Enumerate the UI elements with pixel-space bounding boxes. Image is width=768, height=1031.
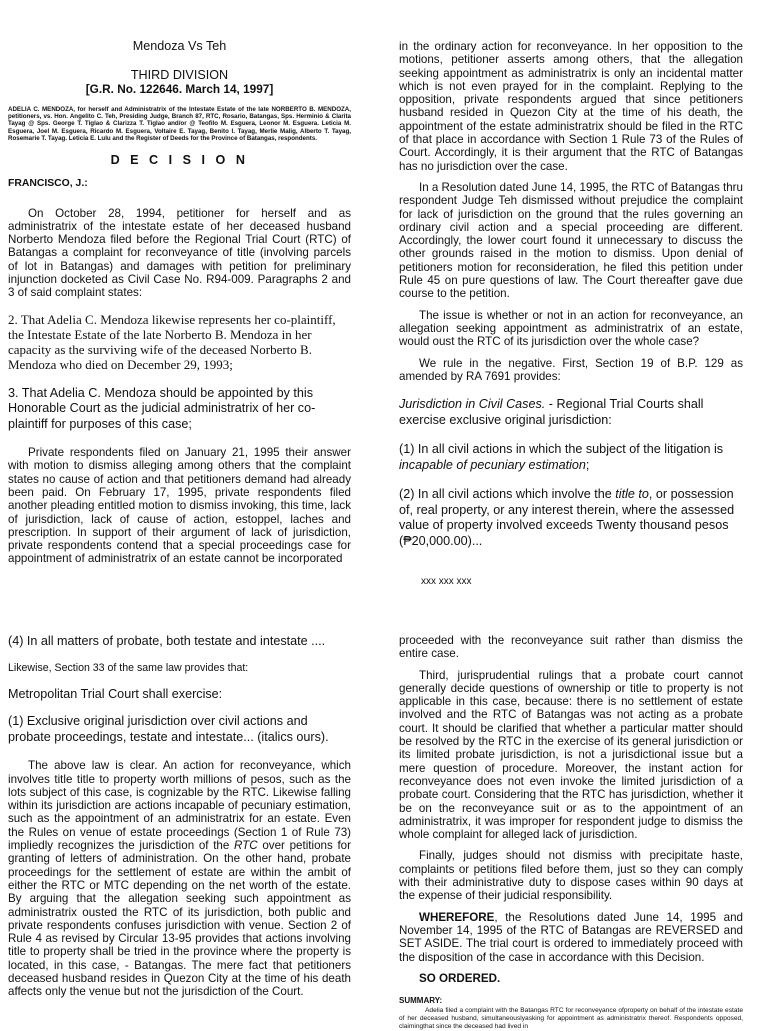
- statute-quote-4: (4) In all matters of probate, both testate and intestate ....: [8, 634, 326, 648]
- statute-quote-1: [399, 442, 743, 473]
- so-ordered: SO ORDERED.: [419, 971, 501, 985]
- summary-label: SUMMARY:: [399, 996, 443, 1006]
- omission-marker: xxx xxx xxx: [421, 576, 472, 588]
- summary-text: Adelia filed a complaint with the Batangas RTC for reconveyance ofproperty on behalf of the intestate estate of her deceased husband, simultaneouslyasking for appointment as administratrix thereof. Respondents opposed, claimingthat since the deceased had lived in: [399, 1007, 743, 1031]
- paragraph: On October 28, 1994, petitioner for herself and as administratrix of the intestate estate of her deceased husband Norberto Mendoza filed before the Regional Trial Court (RTC) of Batangas a complaint for reconveyance of title (involving parcels of lot in Batangas) and damages with petition for preliminary injunction docketed as Civil Case No. R94-009. Paragraphs 2 and 3 of said complaint states:: [8, 206, 351, 300]
- statute-quote-text: , or possession of, real property, or any interest therein, where the assessed value of property involved exceeds Twenty thousand pesos (₱20,000.00)...: [399, 487, 735, 548]
- statute-quote-heading: [399, 397, 743, 428]
- dispositive-paragraph: [399, 911, 743, 964]
- page2-right-column: [399, 634, 743, 1030]
- complaint-quote-3: 3. That Adelia C. Mendoza should be appointed by this Honorable Court as the judicial administratrix of her co-plaintiff for purposes of this case;: [8, 385, 316, 431]
- paragraph: in the ordinary action for reconveyance. In her opposition to the motions, petitioner asserts among others, that the allegation seeking appointment as administratrix is only an incidental matter which is not even prayed for in the complaint. Replying to the opposition, private respondents argued that since petitioners husband resided in Quezon City at the time of his death, the appointment of the estate administratrix should be filed in the RTC of that place in accordance with Section 1 Rule 73 of the Rules of Court. Accordingly, it is their argument that the RTC of Batangas has no jurisdiction over the case.: [399, 40, 743, 173]
- ponente: FRANCISCO, J.:: [8, 178, 88, 190]
- gr-number: [G.R. No. 122646. March 14, 1997]: [85, 81, 274, 96]
- statute-quote-italic: title to: [615, 487, 649, 502]
- paragraph: Finally, judges should not dismiss with precipitate haste, complaints or petitions filed before them, just so they can comply with their administrative duty to dispose cases within 90 days at the expense of their judicial responsibility.: [399, 849, 743, 903]
- statute-quote-5: Metropolitan Trial Court shall exercise:: [8, 686, 223, 701]
- statute-quote-text: (2) In all civil actions which involve the: [399, 487, 616, 502]
- page1-left-column: [8, 40, 351, 580]
- statute-quote-2: [399, 487, 743, 549]
- paragraph: The issue is whether or not in an action for reconveyance, an allegation seeking appointment as administratrix of an estate, would oust the RTC of its jurisdiction over the whole case?: [399, 308, 743, 349]
- wherefore-label: WHEREFORE: [419, 910, 495, 924]
- paragraph: Likewise, Section 33 of the same law provides that:: [8, 661, 249, 674]
- paragraph-text: over petitions for granting of letters of administration. On the other hand, probate proceedings for the settlement of estate are within the ambit of either the RTC or MTC depending on the net worth of the estate. By arguing that the allegation seeking such appointment as administratrix ousted the RTC of its jurisdiction, both public and private respondents confuses jurisdiction with venue. Section 2 of Rule 4 as revised by Circular 13-95 provides that actions involving title to property shall be tried in the province where the property is located, in this case, - Batangas. The mere fact that petitioners deceased husband resides in Quezon City at the time of his death affects only the venue but not the jurisdiction of the Court.: [8, 839, 351, 999]
- paragraph: Third, jurisprudential rulings that a probate court cannot generally decide questions of ownership or title to property is not applicable in this case, because: there is no settlement of estate involved and the RTC of Batangas was not acting as a probate court. It should be clarified that whether a particular matter should be resolved by the RTC in the exercise of its general jurisdiction or its limited probate jurisdiction, is not a jurisdictional issue but a mere question of procedure. Moreover, the instant action for reconveyance does not even invoke the limited jurisdiction of a probate court. Considering that the RTC has jurisdiction, whether it be on the reconveyance suit or as to the appointment of an administratrix, it was improper for respondent judge to dismiss the whole complaint for alleged lack of jurisdiction.: [399, 668, 743, 842]
- division-heading: THIRD DIVISION: [130, 68, 229, 83]
- statute-quote-6: (1) Exclusive original jurisdiction over civil actions and probate proceedings, testate and intestate... (italics ours).: [8, 714, 329, 744]
- statute-quote-italic: Jurisdiction in Civil Cases.: [399, 397, 546, 412]
- paragraph: Private respondents filed on January 21, 1995 their answer with motion to dismiss alleging among others that the complaint states no cause of action and that petitioners demand had already been paid. On February 17, 1995, private respondents filed another pleading entitled motion to dismiss invoking, this time, lack of jurisdiction, lack of cause of action, estoppel, laches and prescription. In support of their argument of lack of jurisdiction, private respondents contend that a special proceedings case for appointment of administratrix of an estate cannot be incorporated: [8, 446, 351, 566]
- paragraph-text: The above law is clear. An action for reconveyance, which involves title title to property worth millions of pesos, such as the lots subject of this case, is cognizable by the RTC. Likewise falling within its jurisdiction are actions incapable of pecuniary estimation, such as the appointment of an administratrix for an estate. Even the Rules on venue of estate proceedings (Section 1 of Rule 73) impliedly recognizes the jurisdiction of the: [8, 759, 351, 853]
- paragraph: proceeded with the reconveyance suit rather than dismiss the entire case.: [399, 634, 743, 661]
- document-page-2: [0, 628, 768, 1031]
- statute-quote-text: ;: [585, 457, 590, 472]
- paragraph-italic: RTC: [234, 839, 258, 853]
- case-title: Mendoza Vs Teh: [132, 39, 227, 53]
- decision-heading: D E C I S I O N: [110, 152, 249, 167]
- page2-left-column: [8, 634, 351, 1030]
- statute-quote-italic: incapable of pecuniary estimation: [399, 457, 586, 472]
- statute-quote-text: (1) In all civil actions in which the subject of the litigation is: [399, 442, 724, 457]
- paragraph-text: , the Resolutions dated June 14, 1995 and November 14, 1995 of the RTC of Batangas are REVERSED and SET ASIDE. The trial court is ordered to immediately proceed with the disposition of the case in accordance with this Decision.: [399, 910, 743, 964]
- parties-caption: ADELIA C. MENDOZA, for herself and Administratrix of the Intestate Estate of the late NORBERTO B. MENDOZA, petitioners, vs. Hon. Angelito C. Teh, Presiding Judge, Branch 87, RTC, Rosario, Batangas, Sps. Herminio & Clarita Tayag @ Sps. George T. Tiglao & Clarizza T. Tiglao and/or @ Teofilo M. Esguera, Leonor M. Esguera. Leticia M. Esguera, Joel M. Esguera, Ricardo M. Esguera, Voltaire E. Tayag, Benito I. Tayag, Merlie Malig, Alberto T. Tayag, Rosemarie T. Tayag. Leticia E. Lulu and the Register of Deeds for the Province of Batangas, respondents.: [8, 105, 351, 142]
- paragraph: We rule in the negative. First, Section 19 of B.P. 129 as amended by RA 7691 provides:: [399, 356, 743, 383]
- paragraph: In a Resolution dated June 14, 1995, the RTC of Batangas thru respondent Judge Teh dismissed without prejudice the complaint for lack of jurisdiction on the ground that the rules governing an ordinary civil action and a special proceeding are different. Accordingly, the lower court found it unnecessary to discuss the other grounds raised in the motion to dismiss. Upon denial of petitioners motion for reconsideration, he filed this petition under Rule 45 on pure questions of law. The Court thereafter gave due course to the petition.: [399, 180, 743, 301]
- statute-quote-text: - Regional Trial Courts shall exercise exclusive original jurisdiction:: [399, 397, 704, 427]
- page1-right-column: [399, 40, 743, 588]
- paragraph: [8, 759, 351, 998]
- complaint-quote-2: 2. That Adelia C. Mendoza likewise represents her co-plaintiff, the Intestate Estate of the late Norberto B. Mendoza in her capacity as the surviving wife of the deceased Norberto B. Mendoza who died on December 29, 1993;: [8, 311, 336, 372]
